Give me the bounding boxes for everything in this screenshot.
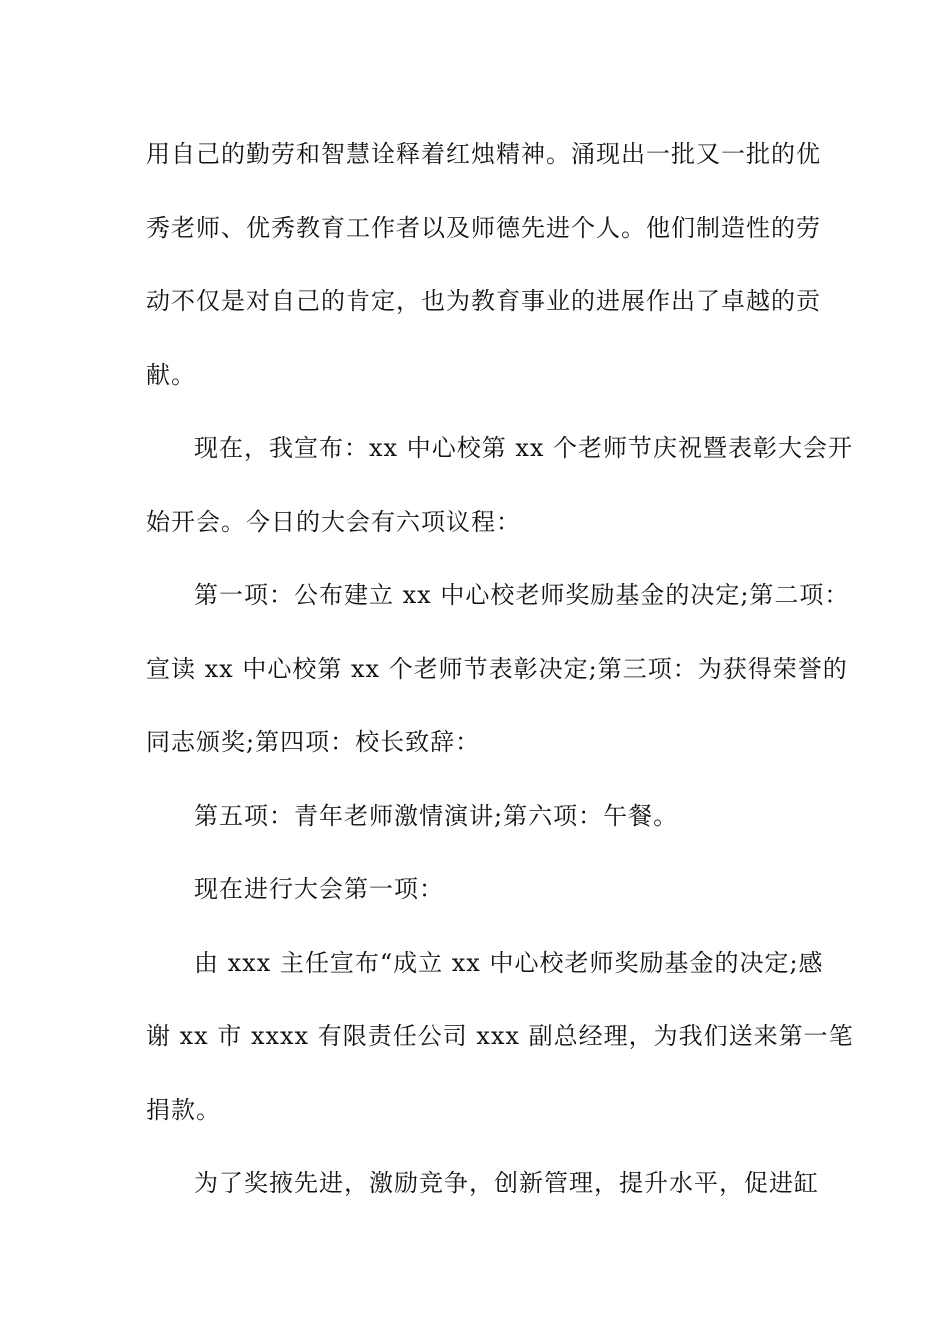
text-line: 谢 xx 市 xxxx 有限责任公司 xxx 副总经理，为我们送来第一笔	[146, 1022, 854, 1050]
text-line: 始开会。今日的大会有六项议程：	[146, 507, 521, 536]
text-line: 捐款。	[146, 1095, 221, 1124]
paragraph-start-line: 现在，我宣布：xx 中心校第 xx 个老师节庆祝暨表彰大会开	[194, 434, 854, 462]
text-line: 动不仅是对自己的肯定，也为教育事业的进展作出了卓越的贡	[146, 287, 821, 315]
paragraph-start-line: 第五项：青年老师激情演讲;第六项：午餐。	[194, 801, 679, 830]
text-line: 宣读 xx 中心校第 xx 个老师节表彰决定;第三项：为获得荣誉的	[146, 654, 848, 683]
paragraph-start-line: 由 xxx 主任宣布“成立 xx 中心校老师奖励基金的决定;感	[194, 948, 824, 977]
text-line: 献。	[146, 360, 196, 389]
paragraph-start-line: 为了奖掖先进，激励竞争，创新管理，提升水平，促进缸	[194, 1169, 819, 1197]
document-body	[146, 124, 854, 1227]
paragraph-start-line: 第一项：公布建立 xx 中心校老师奖励基金的决定;第二项：	[194, 581, 850, 609]
text-line: 同志颁奖;第四项：校长致辞：	[146, 728, 481, 756]
paragraph-start-line: 现在进行大会第一项：	[194, 875, 444, 903]
text-line: 用自己的勤劳和智慧诠释着红烛精神。涌现出一批又一批的优	[146, 140, 821, 168]
text-line: 秀老师、优秀教育工作者以及师德先进个人。他们制造性的劳	[146, 213, 821, 242]
